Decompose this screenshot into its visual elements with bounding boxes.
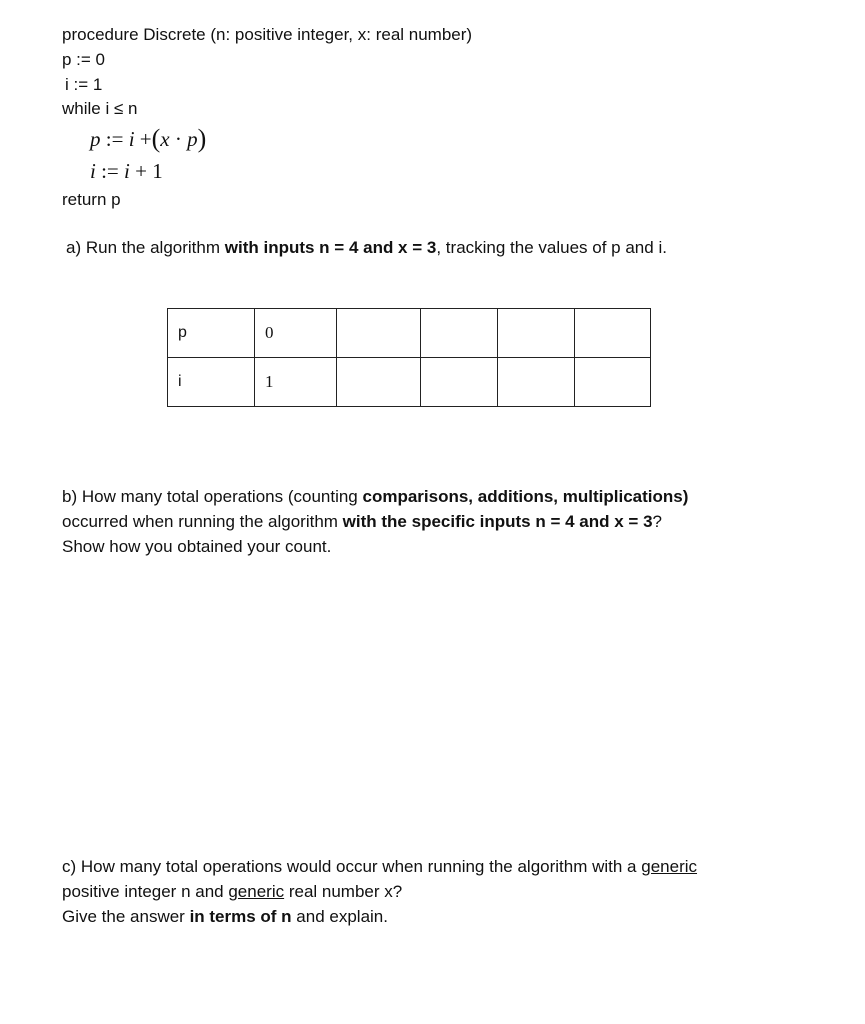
table-row-p <box>168 309 651 358</box>
part-b-l1-bold: comparisons, additions, multiplications) <box>362 487 689 506</box>
part-c-l1-underline: generic <box>641 857 698 876</box>
table-cell <box>421 309 498 358</box>
assign-p-plus: + <box>139 127 152 151</box>
assign-p-lhs: p <box>90 127 101 151</box>
part-c-l2-suffix: real number x? <box>284 882 403 901</box>
part-b-l2-prefix: occurred when running the algorithm <box>62 512 343 531</box>
assign-p-i: i <box>128 127 135 151</box>
table-cell <box>421 358 498 407</box>
part-a-prefix: a) Run the algorithm <box>66 238 225 257</box>
assign-i-plus: + <box>135 159 147 183</box>
table-cell: 1 <box>255 358 337 407</box>
assign-i-line <box>90 159 163 184</box>
init-i-line: i := 1 <box>65 75 103 94</box>
part-a-bold: with inputs n = 4 and x = 3 <box>224 238 437 257</box>
part-b-line-3: Show how you obtained your count. <box>62 537 332 556</box>
init-p-line: p := 0 <box>62 50 106 69</box>
table-cell <box>498 358 575 407</box>
part-c-l2-prefix: positive integer n and <box>62 882 229 901</box>
part-a-suffix: , tracking the values of p and i. <box>436 238 667 257</box>
table-cell <box>575 358 651 407</box>
part-c-l1-prefix: c) How many total operations would occur when running the algorithm with a <box>62 857 642 876</box>
part-b-l1-prefix: b) How many total operations (counting <box>62 487 363 506</box>
table-cell <box>337 309 421 358</box>
trace-table <box>167 308 651 407</box>
part-c-l2-underline: generic <box>228 882 285 901</box>
part-c-line-1 <box>62 857 697 877</box>
table-cell <box>337 358 421 407</box>
row-label-i: i <box>168 358 255 407</box>
part-c-l3-bold: in terms of n <box>189 907 292 926</box>
row-label-p: p <box>168 309 255 358</box>
part-c-l3-suffix: and explain. <box>291 907 388 926</box>
assign-p-x: x <box>160 127 170 151</box>
part-b-l2-suffix: ? <box>652 512 662 531</box>
assign-i-op: := <box>101 159 119 183</box>
assign-p-p: p <box>187 127 198 151</box>
table-row-i <box>168 358 651 407</box>
part-b-l2-bold: with the specific inputs n = 4 and x = 3 <box>342 512 653 531</box>
part-c-l3-prefix: Give the answer <box>62 907 190 926</box>
procedure-header: procedure Discrete (n: positive integer, x: real number) <box>62 25 473 44</box>
table-cell <box>498 309 575 358</box>
assign-i-one: 1 <box>152 159 163 183</box>
return-line: return p <box>62 190 121 209</box>
assign-i-i: i <box>124 159 130 183</box>
part-c-line-2 <box>62 882 402 902</box>
part-b-line-1 <box>62 487 688 507</box>
open-paren: ( <box>151 124 161 153</box>
assign-p-dot: · <box>174 127 182 151</box>
part-c-line-3 <box>62 907 388 927</box>
while-line: while i ≤ n <box>62 99 138 118</box>
assign-p-line <box>90 123 206 153</box>
table-cell: 0 <box>255 309 337 358</box>
close-paren: ) <box>197 124 207 153</box>
table-cell <box>575 309 651 358</box>
part-b-line-2 <box>62 512 662 532</box>
assign-i-lhs: i <box>90 159 96 183</box>
part-a-question <box>66 238 667 258</box>
assign-p-op: := <box>105 127 124 151</box>
